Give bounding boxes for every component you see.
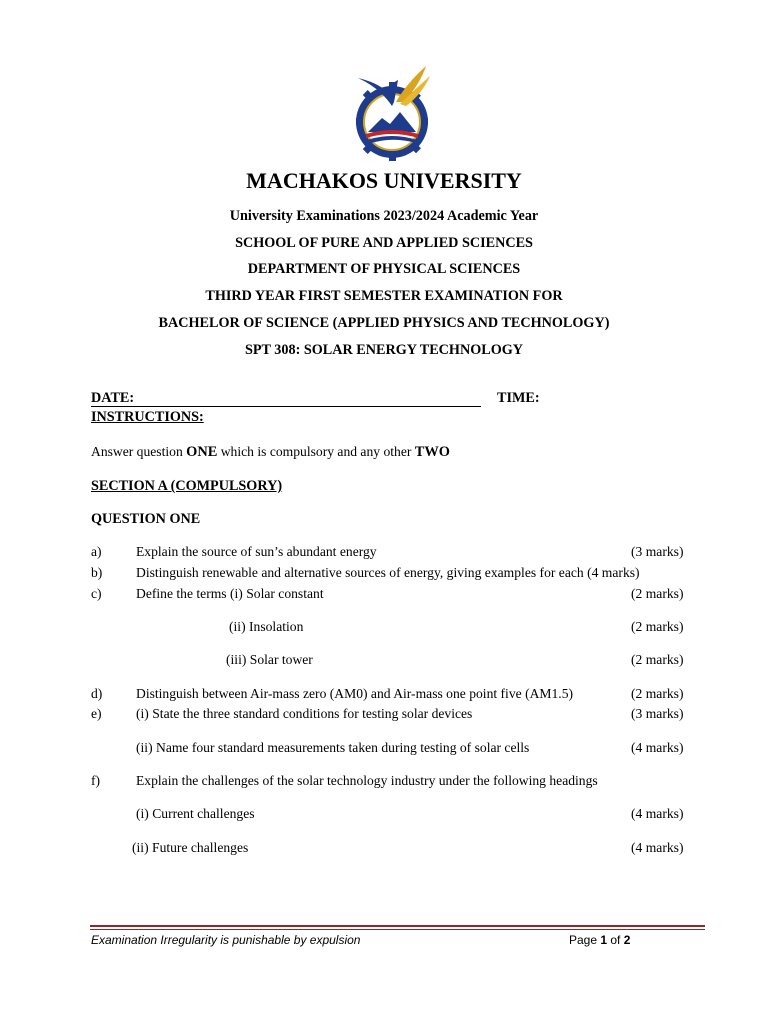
exam-level-line: THIRD YEAR FIRST SEMESTER EXAMINATION FOR xyxy=(205,288,563,304)
school-line: SCHOOL OF PURE AND APPLIED SCIENCES xyxy=(235,235,533,251)
section-heading: SECTION A (COMPULSORY) xyxy=(91,478,283,494)
exam-year-line: University Examinations 2023/2024 Academic Year xyxy=(229,208,539,224)
question-text: Define the terms (i) Solar constant xyxy=(136,586,324,601)
question-marks: (2 marks) xyxy=(631,586,684,601)
question-text: (i) Current challenges xyxy=(136,806,255,821)
question-label: a) xyxy=(91,544,102,559)
course-line: SPT 308: SOLAR ENERGY TECHNOLOGY xyxy=(244,342,524,358)
question-text: Explain the source of sun’s abundant energy xyxy=(136,544,377,559)
question-label: e) xyxy=(91,706,102,721)
page-number: Page 1 of 2 xyxy=(569,933,631,947)
date-label: DATE: xyxy=(91,390,135,406)
question-text: (i) State the three standard conditions for testing solar devices xyxy=(136,706,473,721)
question-label: d) xyxy=(91,686,103,701)
university-name: MACHAKOS UNIVERSITY xyxy=(246,168,522,193)
department-line: DEPARTMENT OF PHYSICAL SCIENCES xyxy=(247,261,521,277)
question-text: (iii) Solar tower xyxy=(226,652,313,667)
question-marks: (4 marks) xyxy=(631,740,684,755)
question-text: (ii) Future challenges xyxy=(132,840,249,855)
question-marks: (4 marks) xyxy=(631,840,684,855)
question-marks: (2 marks) xyxy=(631,652,684,667)
question-title: QUESTION ONE xyxy=(91,511,201,527)
question-label: b) xyxy=(91,565,103,580)
footer-warning: Examination Irregularity is punishable by expulsion xyxy=(91,933,361,947)
question-marks: (4 marks) xyxy=(631,806,684,821)
question-text: (ii) Insolation xyxy=(229,619,304,634)
question-text: Explain the challenges of the solar technology industry under the following headings xyxy=(136,773,598,788)
question-text: (ii) Name four standard measurements taken during testing of solar cells xyxy=(136,740,530,755)
question-marks: (3 marks) xyxy=(631,544,684,559)
question-text: Distinguish between Air-mass zero (AM0) and Air-mass one point five (AM1.5) xyxy=(136,686,574,701)
university-logo xyxy=(346,62,440,162)
question-text: Distinguish renewable and alternative sources of energy, giving examples for each (4 marks) xyxy=(136,565,640,580)
question-label: c) xyxy=(91,586,102,601)
question-label: f) xyxy=(91,773,101,788)
instructions-heading: INSTRUCTIONS: xyxy=(91,409,204,425)
programme-line: BACHELOR OF SCIENCE (APPLIED PHYSICS AND TECHNOLOGY) xyxy=(158,315,610,331)
footer-rule-thin xyxy=(90,929,705,930)
date-underline xyxy=(91,406,481,407)
time-label: TIME: xyxy=(497,390,540,406)
date-time-row xyxy=(91,390,545,408)
question-marks: (2 marks) xyxy=(631,619,684,634)
footer-rule xyxy=(90,925,705,927)
question-marks: (2 marks) xyxy=(631,686,684,701)
question-marks: (3 marks) xyxy=(631,706,684,721)
answer-instruction: Answer question ONE which is compulsory and any other TWO xyxy=(91,444,450,460)
